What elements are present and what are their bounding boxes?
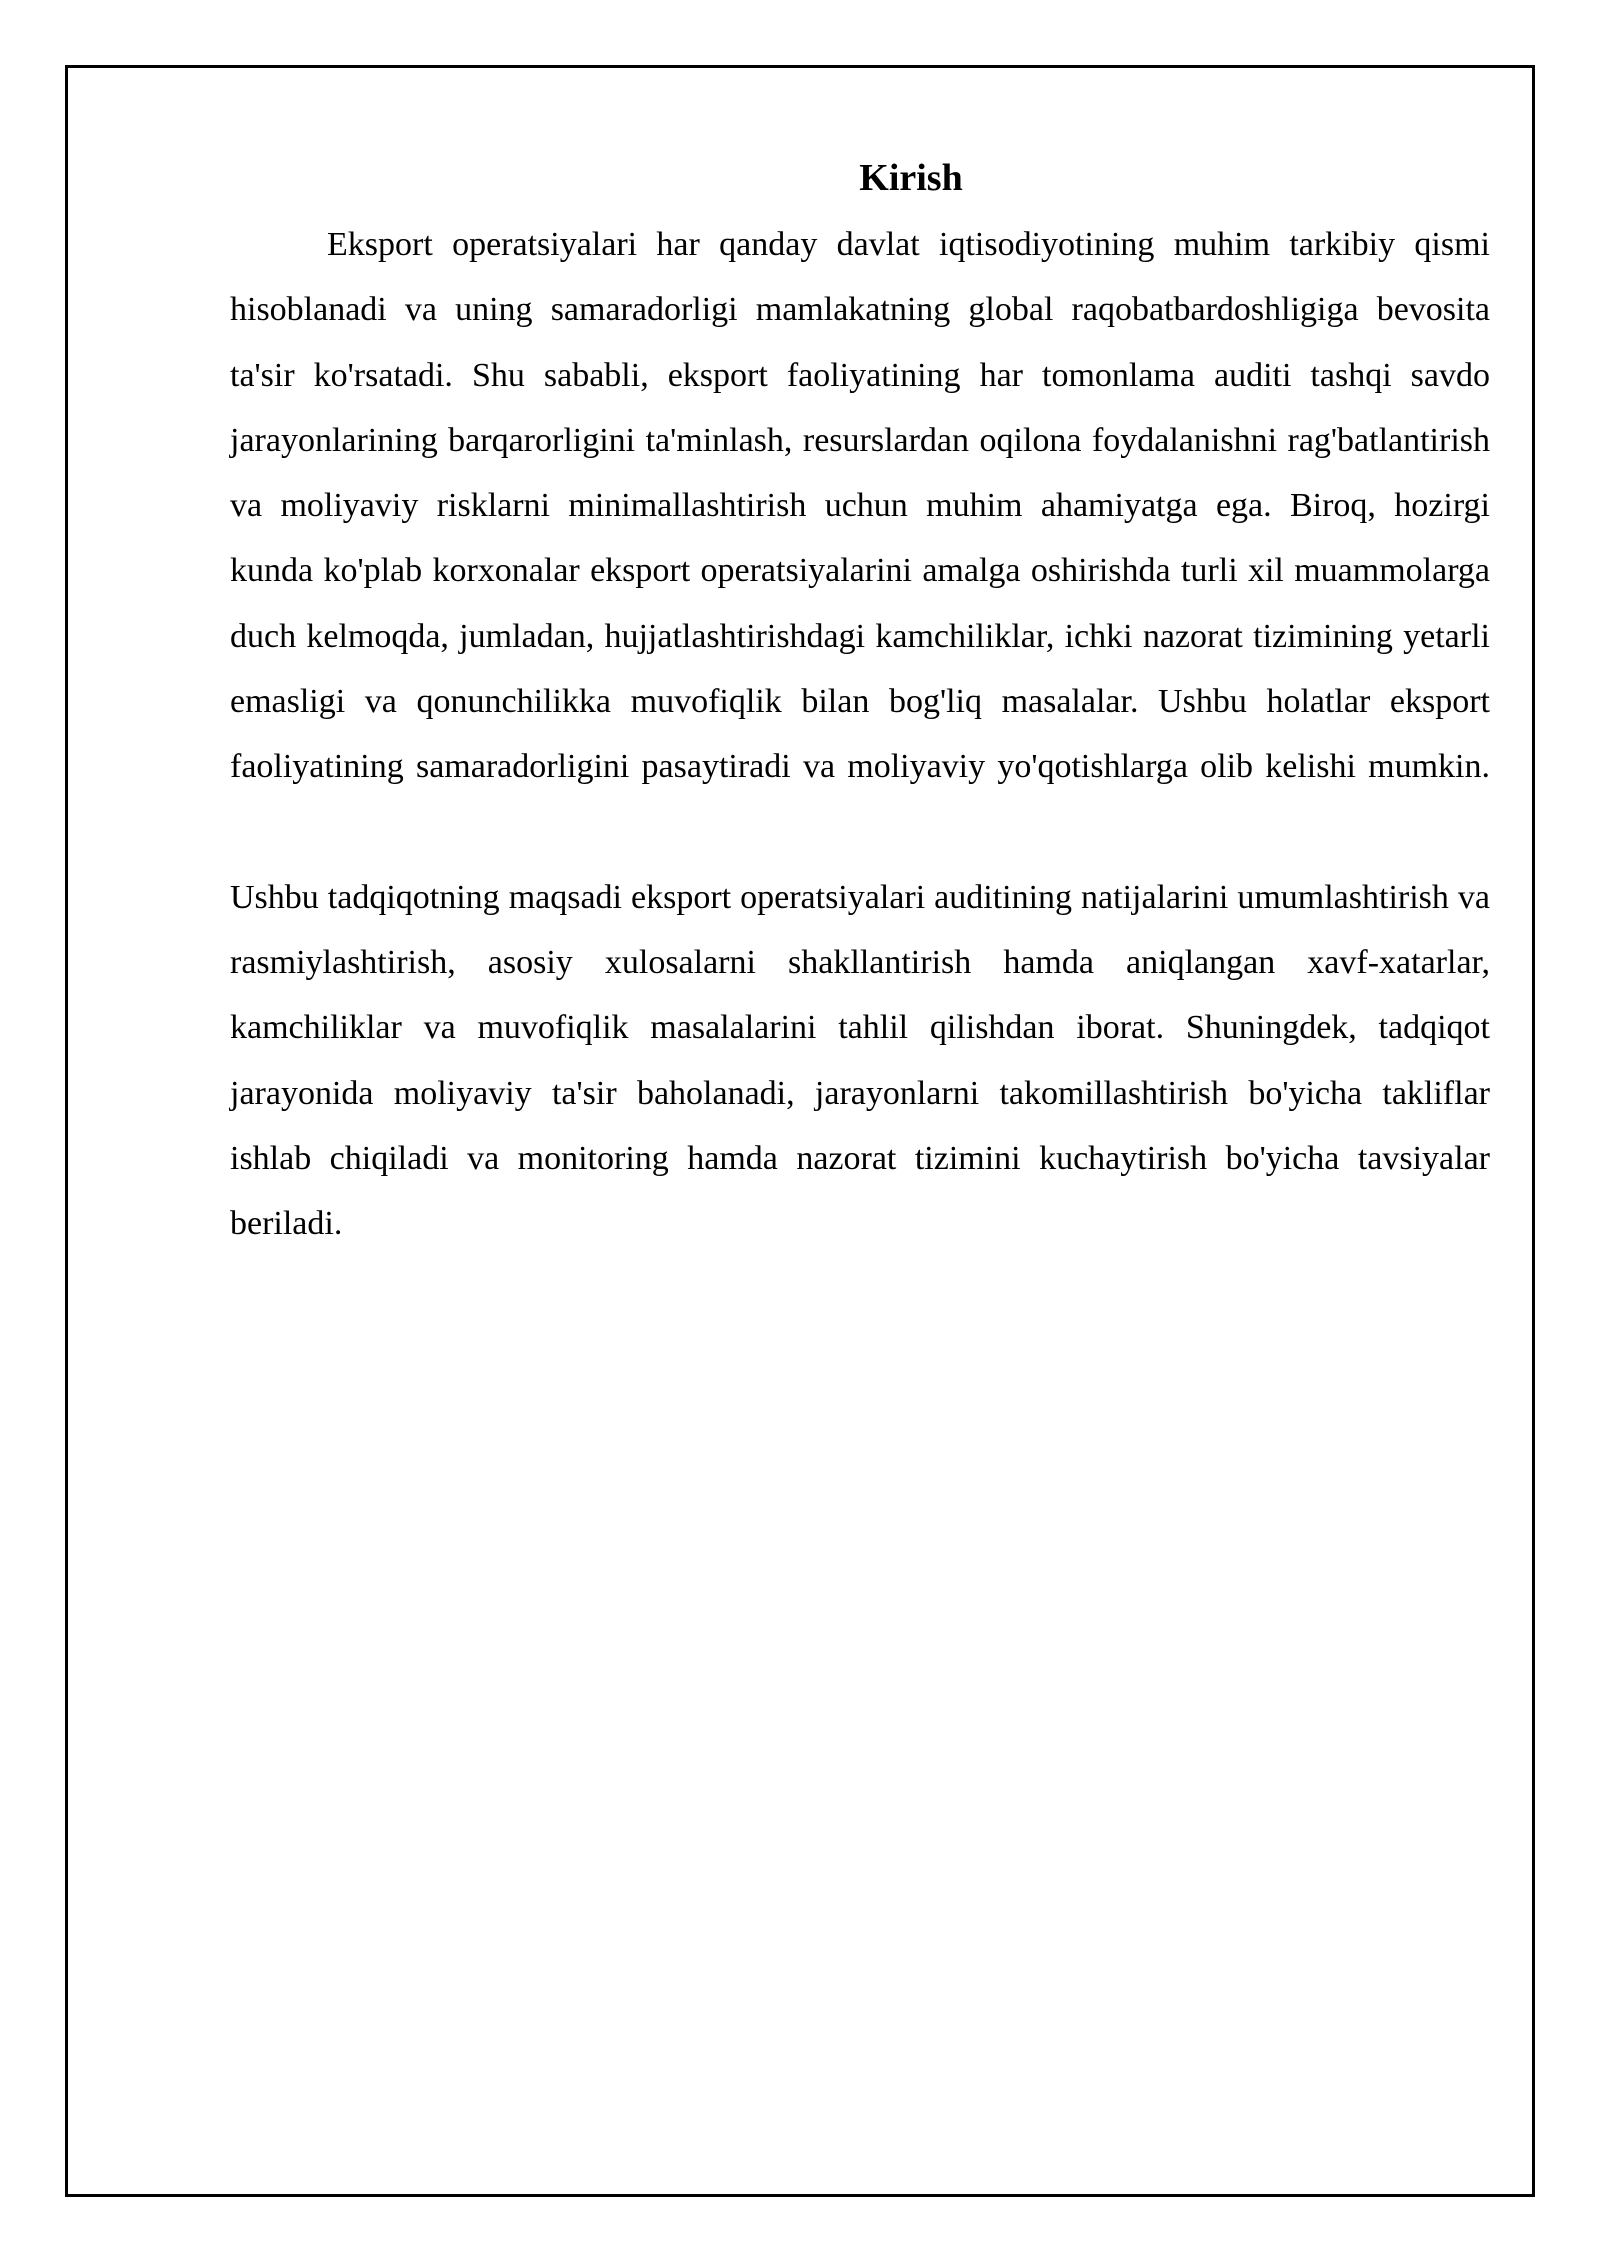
paragraph-spacer — [230, 800, 1490, 865]
document-body — [230, 148, 1490, 1256]
purpose-paragraph: Ushbu tadqiqotning maqsadi eksport operatsiyalari auditining natijalarini umumlashtirish va rasmiylashtirish, asosiy xulosalarni shakllantirish hamda aniqlangan xavf-xatarlar, kamchiliklar va muvofiqlik masalalarini tahlil qilishdan iborat. Shuningdek, tadqiqot jarayonida moliyaviy ta'sir baholanadi, jarayonlarni takomillashtirish bo'yicha takliflar ishlab chiqiladi va monitoring hamda nazorat tizimini kuchaytirish bo'yicha tavsiyalar beriladi. — [230, 878, 1490, 1243]
document-title: Kirish — [859, 157, 963, 199]
intro-paragraph: Eksport operatsiyalari har qanday davlat iqtisodiyotining muhim tarkibiy qismi hisoblanadi va uning samaradorligi mamlakatning global raqobatbardoshligiga bevosita ta'sir ko'rsatadi. Shu sababli, eksport faoliyatining har tomonlama auditi tashqi savdo jarayonlarining barqarorligini ta'minlash, resurslardan oqilona foydalanishni rag'batlantirish va moliyaviy risklarni minimallashtirish uchun muhim ahamiyatga ega. Biroq, hozirgi kunda ko'plab korxonalar eksport operatsiyalarini amalga oshirishda turli xil muammolarga duch kelmoqda, jumladan, hujjatlashtirishdagi kamchiliklar, ichki nazorat tizimining yetarli emasligi va qonunchilikka muvofiqlik bilan bog'liq masalalar. Ushbu holatlar eksport faoliyatining samaradorligini pasaytiradi va moliyaviy yo'qotishlarga olib kelishi mumkin. — [230, 226, 1490, 786]
